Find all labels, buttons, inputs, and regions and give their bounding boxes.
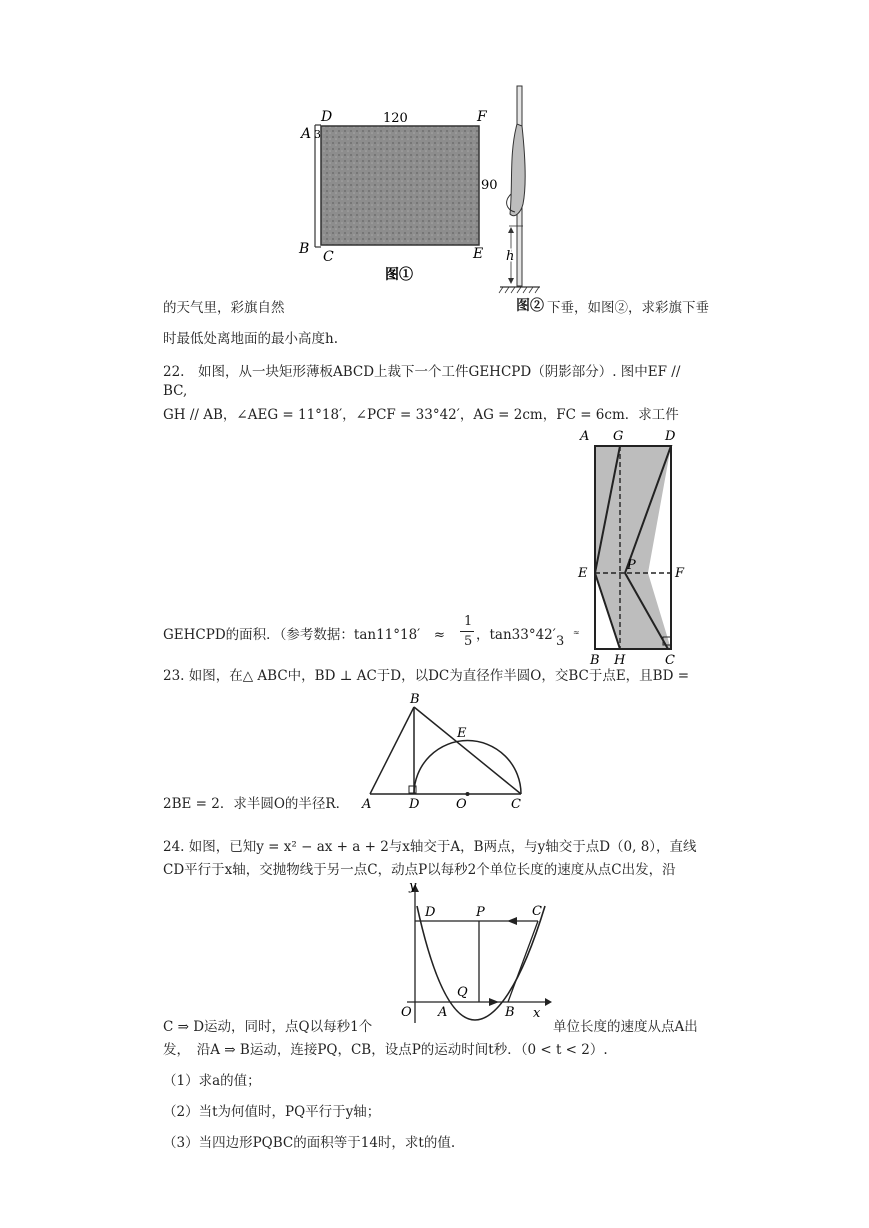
label-x: x [533, 1006, 541, 1021]
label-H: H [614, 653, 626, 668]
figure-flag-rectangle [295, 105, 510, 285]
semicircle-O [414, 741, 521, 794]
figure1-caption: 图① [385, 267, 413, 283]
q24-line3-left: C ⇒ D运动，同时，点Q以每秒1个 [163, 1019, 373, 1035]
label-O: O [401, 1005, 412, 1020]
fraction1-denominator: 5 [464, 634, 473, 649]
label-B: B [299, 241, 310, 257]
label-y: y [409, 879, 417, 894]
q24-sub3: （3）当四边形PQBC的面积等于14时，求t的值. [163, 1135, 456, 1151]
q22-line4: GEHCPD的面积．（参考数据：tan11°18′ ≈ [163, 627, 446, 643]
label-height: 90 [481, 178, 498, 193]
label-h: h [506, 249, 515, 264]
label-C: C [665, 653, 675, 668]
q22-tan2: ，tan33°42′ [476, 627, 556, 643]
label-C: C [511, 797, 521, 812]
figure-rectangle-workpiece [573, 424, 698, 669]
segment-CB [508, 921, 538, 1002]
figure-triangle-semicircle [358, 690, 533, 810]
fraction2-denominator: 3 [556, 634, 565, 649]
flag-shaded-area [321, 126, 479, 245]
q23-line2: 2BE = 2．求半圆O的半径R． [163, 796, 350, 812]
label-A: A [362, 797, 372, 812]
label-D: D [425, 905, 436, 920]
q24-sub1: （1）求a的值； [163, 1073, 261, 1089]
label-3: 3 [314, 128, 321, 141]
label-P: P [476, 905, 485, 920]
label-C: C [323, 249, 334, 265]
label-D: D [409, 797, 420, 812]
label-G: G [613, 429, 624, 444]
figure-parabola [395, 878, 555, 1028]
figure-pole-hanging-flag [495, 84, 555, 304]
label-E: E [473, 246, 484, 262]
q22-tail: ≈ [573, 628, 580, 637]
label-E: E [457, 726, 467, 741]
label-width: 120 [383, 111, 408, 126]
hanging-flag [510, 124, 525, 216]
q21-line1-right: 下垂，如图②，求彩旗下垂 [547, 300, 709, 316]
q21-line2: 时最低处离地面的最小高度h. [163, 331, 338, 347]
label-Q: Q [457, 985, 468, 1000]
label-B: B [505, 1005, 515, 1020]
label-D: D [321, 109, 333, 125]
label-A: A [301, 126, 312, 142]
label-F: F [477, 109, 487, 125]
fraction1-numerator: 1 [464, 614, 473, 629]
label-A: A [580, 429, 590, 444]
q24-sub2: （2）当t为何值时，PQ平行于y轴； [163, 1104, 381, 1120]
label-B: B [590, 653, 600, 668]
parabola-curve [417, 906, 545, 1020]
label-A: A [438, 1005, 448, 1020]
q24-line1: 24. 如图，已知y = x² − ax + a + 2与x轴交于A，B两点，与y轴交于点D（0, 8），直线 [163, 839, 697, 855]
label-F: F [675, 566, 685, 581]
q24-line4: 发， 沿A ⇒ B运动，连接PQ，CB，设点P的运动时间t秒．（0 < t < 2）. [163, 1042, 608, 1058]
side-BC [414, 707, 521, 794]
fraction1-bar [460, 631, 474, 632]
side-AB [370, 707, 414, 794]
q21-line1-left: 的天气里，彩旗自然 [163, 300, 285, 316]
q24-line2: CD平行于x轴，交抛物线于另一点C，动点P以每秒2个单位长度的速度从点C出发，沿 [163, 862, 676, 878]
q23-line1: 23. 如图，在△ ABC中，BD ⊥ AC于D，以DC为直径作半圆O，交BC于点E，且BD = [163, 668, 690, 684]
q22-line3: GH // AB，∠AEG = 11°18′，∠PCF = 33°42′，AG = 2cm，FC = 6cm．求工件 [163, 407, 679, 423]
label-D: D [665, 429, 676, 444]
figure2-caption: 图② [516, 298, 544, 314]
label-O: O [456, 797, 467, 812]
q24-line3-right: 单位长度的速度从点A出 [553, 1019, 698, 1035]
label-P: P [627, 558, 636, 573]
label-E: E [578, 566, 588, 581]
label-C: C [532, 904, 542, 919]
q22-line2: BC, [163, 383, 188, 399]
q22-line1: 22. 如图，从一块矩形薄板ABCD上裁下一个工件GEHCPD（阴影部分）. 图中EF // [163, 364, 681, 380]
label-B: B [410, 692, 420, 707]
